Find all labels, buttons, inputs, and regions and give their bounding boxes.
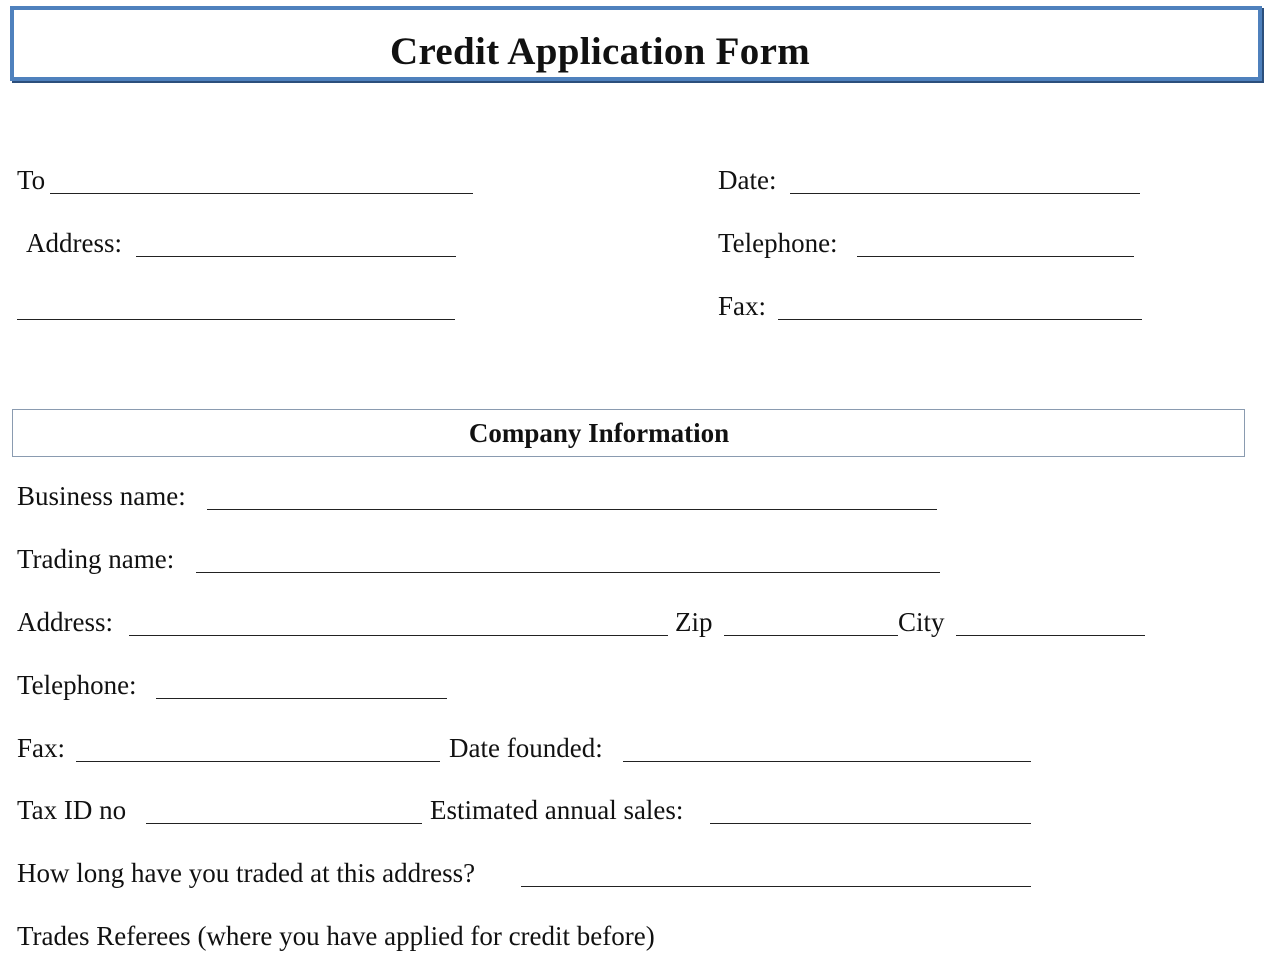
traded-how-long-field[interactable] xyxy=(521,886,1031,887)
to-field[interactable] xyxy=(50,193,473,194)
business-name-field[interactable] xyxy=(207,509,937,510)
trading-name-field[interactable] xyxy=(196,572,940,573)
title-box xyxy=(10,6,1262,81)
fax-label: Fax: xyxy=(718,291,767,321)
telephone-field[interactable] xyxy=(857,256,1134,257)
company-address-label: Address: xyxy=(17,607,113,637)
address-field-line-2[interactable] xyxy=(17,319,455,320)
company-address-field[interactable] xyxy=(129,635,668,636)
trading-name-label: Trading name: xyxy=(17,544,175,574)
annual-sales-label: Estimated annual sales: xyxy=(430,795,684,825)
annual-sales-field[interactable] xyxy=(710,823,1031,824)
company-fax-field[interactable] xyxy=(76,761,440,762)
date-field[interactable] xyxy=(790,193,1140,194)
telephone-label: Telephone: xyxy=(718,228,838,258)
city-label: City xyxy=(898,607,945,637)
to-label: To xyxy=(17,165,46,195)
date-founded-label: Date founded: xyxy=(449,733,603,763)
address-label: Address: xyxy=(26,228,122,258)
address-field[interactable] xyxy=(136,256,456,257)
date-founded-field[interactable] xyxy=(623,761,1031,762)
fax-field[interactable] xyxy=(778,319,1142,320)
company-information-header xyxy=(12,409,1245,457)
tax-id-label: Tax ID no xyxy=(17,795,127,825)
company-telephone-field[interactable] xyxy=(156,698,447,699)
company-fax-label: Fax: xyxy=(17,733,66,763)
traded-how-long-label: How long have you traded at this address? xyxy=(17,858,476,888)
zip-field[interactable] xyxy=(724,635,898,636)
date-label: Date: xyxy=(718,165,777,195)
zip-label: Zip xyxy=(675,607,713,637)
business-name-label: Business name: xyxy=(17,481,186,511)
section-title: Company Information xyxy=(468,418,730,448)
tax-id-field[interactable] xyxy=(146,823,422,824)
form-title: Credit Application Form xyxy=(390,30,810,73)
trades-referees-label: Trades Referees (where you have applied for credit before) xyxy=(17,921,655,951)
city-field[interactable] xyxy=(956,635,1145,636)
company-telephone-label: Telephone: xyxy=(17,670,137,700)
